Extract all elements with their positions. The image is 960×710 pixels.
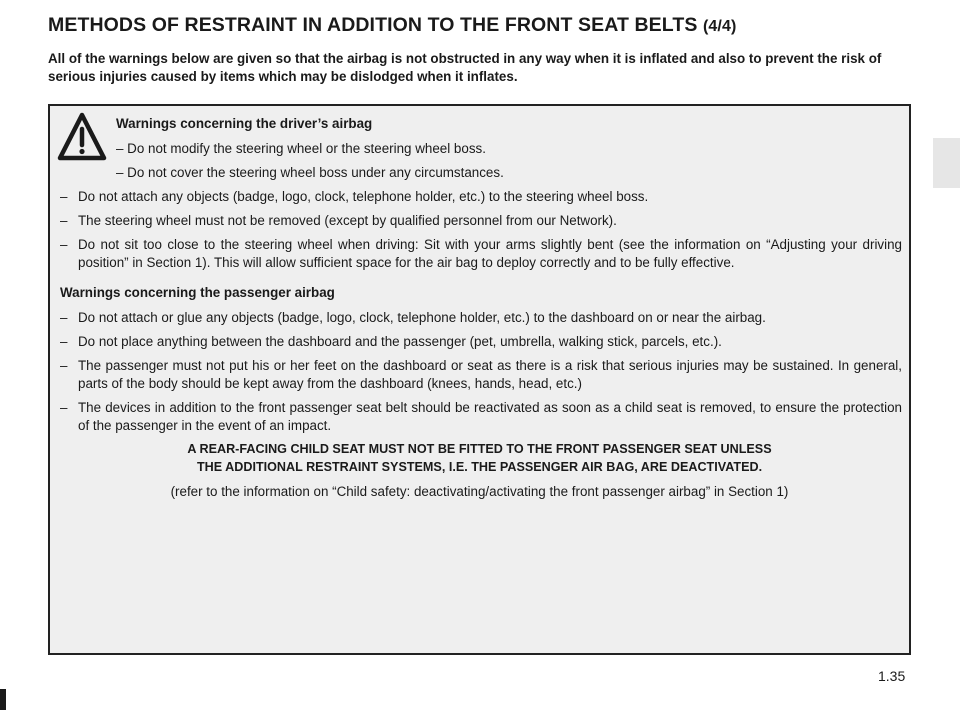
passenger-item-text: Do not attach or glue any objects (badge, logo, clock, telephone holder, etc.) to the dashboard on or near the airbag. <box>78 310 766 325</box>
intro-text: All of the warnings below are given so that the airbag is not obstructed in any way when it is inflated and also to prevent the risk of serious injuries caused by items which may be dislodged when it inflates. <box>48 51 882 84</box>
page-number: 1.35 <box>878 668 906 684</box>
passenger-item-1 <box>60 309 902 327</box>
driver-item-1 <box>60 188 902 206</box>
driver-item-text: The steering wheel must not be removed (except by qualified personnel from our Network). <box>78 213 617 228</box>
child-seat-warning-line-2: THE ADDITIONAL RESTRAINT SYSTEMS, I.E. THE PASSENGER AIR BAG, ARE DEACTIVATED. <box>196 460 763 474</box>
page-title-suffix: (4/4) <box>702 18 737 35</box>
page-title-text: METHODS OF RESTRAINT IN ADDITION TO THE FRONT SEAT BELTS <box>48 14 698 36</box>
warning-triangle-icon <box>57 112 107 162</box>
list-dash: – <box>60 334 68 349</box>
warning-box <box>48 104 911 655</box>
driver-item-3 <box>60 236 902 272</box>
list-dash: – <box>60 358 68 373</box>
list-dash: – <box>60 189 68 204</box>
passenger-item-text: The passenger must not put his or her feet on the dashboard or seat as there is a risk that serious injuries may be sustained. In general, parts of the body should be kept away from the dashboard (knees, hands, head, etc.) <box>78 358 902 391</box>
driver-line-2: – Do not cover the steering wheel boss under any circumstances. <box>116 165 504 180</box>
list-dash: – <box>60 237 68 252</box>
passenger-item-text: The devices in addition to the front passenger seat belt should be reactivated as soon as a child seat is removed, to ensure the protection of the passenger in the event of an impact. <box>78 400 902 433</box>
reference-note: (refer to the information on “Child safety: deactivating/activating the front passenger airbag” in Section 1) <box>170 484 789 499</box>
passenger-item-text: Do not place anything between the dashboard and the passenger (pet, umbrella, walking stick, parcels, etc.). <box>78 334 722 349</box>
passenger-item-3 <box>60 357 902 393</box>
passenger-airbag-heading: Warnings concerning the passenger airbag <box>60 285 335 300</box>
child-seat-warning-line-1: A REAR-FACING CHILD SEAT MUST NOT BE FITTED TO THE FRONT PASSENGER SEAT UNLESS <box>187 442 772 456</box>
passenger-item-2 <box>60 333 902 351</box>
side-tab <box>933 138 960 188</box>
list-dash: – <box>60 213 68 228</box>
driver-item-2 <box>60 212 902 230</box>
passenger-item-4 <box>60 399 902 435</box>
driver-item-text: Do not sit too close to the steering wheel when driving: Sit with your arms slightly bent (see the information on “Adjusting your driving position” in Section 1). This will allow sufficient space for the air bag to deploy correctly and to be fully effective. <box>78 237 902 270</box>
list-dash: – <box>60 400 68 415</box>
list-dash: – <box>60 310 68 325</box>
page-title <box>48 14 736 37</box>
driver-item-text: Do not attach any objects (badge, logo, clock, telephone holder, etc.) to the steering wheel boss. <box>78 189 649 204</box>
driver-line-1: – Do not modify the steering wheel or the steering wheel boss. <box>116 141 486 156</box>
driver-airbag-heading: Warnings concerning the driver’s airbag <box>116 116 373 131</box>
corner-mark <box>0 689 6 710</box>
